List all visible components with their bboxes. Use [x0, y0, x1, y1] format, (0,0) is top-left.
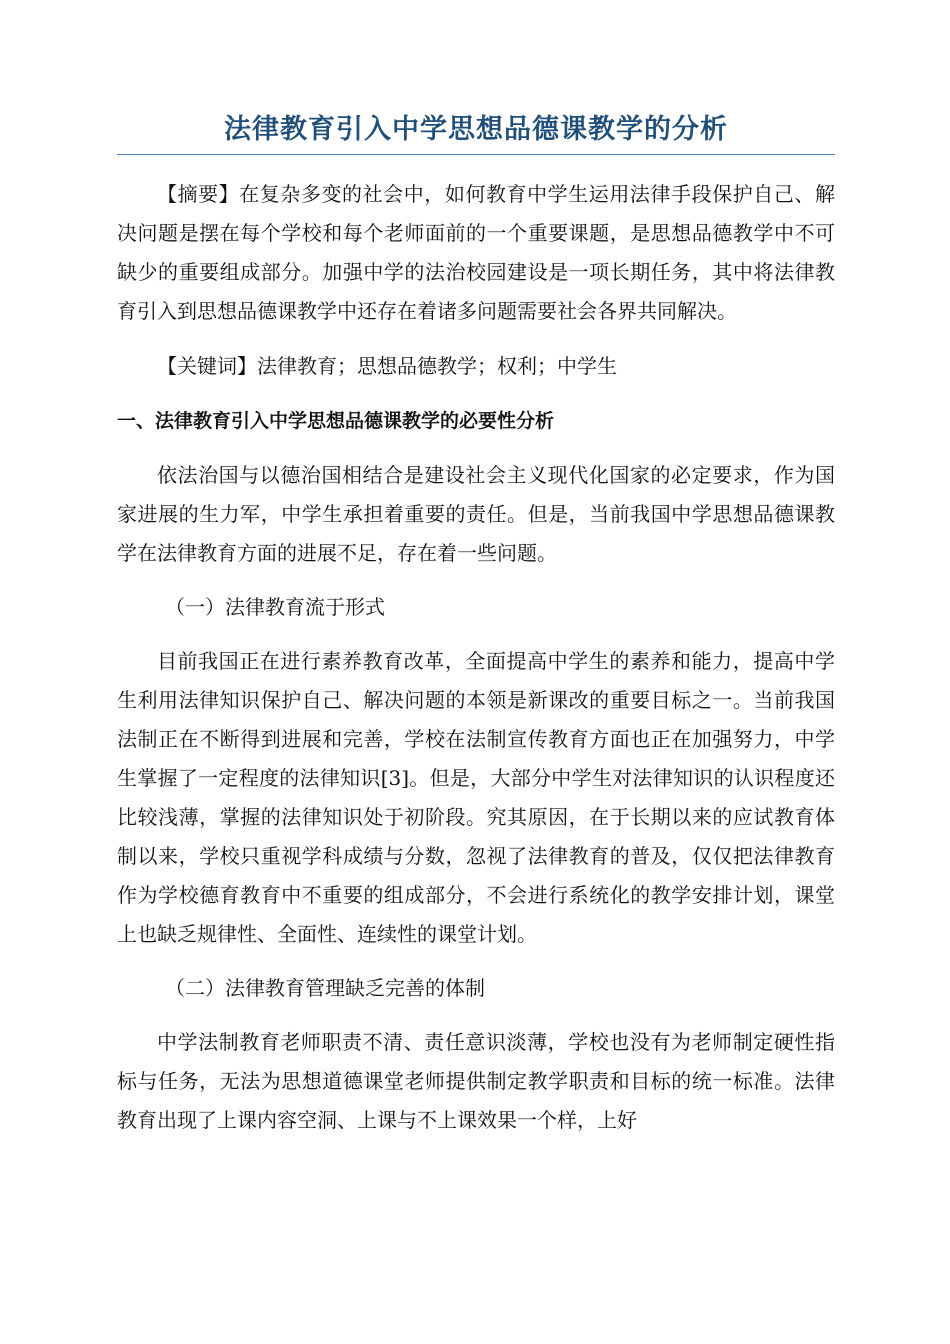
subsection-heading-1: （一）法律教育流于形式	[165, 595, 385, 619]
subsection-body-2: 中学法制教育老师职责不清、责任意识淡薄，学校也没有为老师制定硬性指标与任务，无法为思想道德课堂老师提供制定教学职责和目标的统一标准。法律教育出现了上课内容空洞、上课与不上课效果一个样，上好	[117, 1030, 835, 1132]
document-title: 法律教育引入中学思想品德课教学的分析	[224, 114, 728, 145]
title-underline	[117, 154, 835, 155]
subsection-heading-2: （二）法律教育管理缺乏完善的体制	[165, 976, 485, 1000]
keywords-paragraph: 【关键词】法律教育；思想品德教学；权利；中学生	[157, 354, 617, 378]
section-intro-paragraph: 依法治国与以德治国相结合是建设社会主义现代化国家的必定要求，作为国家进展的生力军，中学生承担着重要的责任。但是，当前我国中学思想品德课教学在法律教育方面的进展不足，存在着一些问题。	[117, 463, 835, 565]
subsection-body-1: 目前我国正在进行素养教育改革，全面提高中学生的素养和能力，提高中学生利用法律知识保护自己、解决问题的本领是新课改的重要目标之一。当前我国法制正在不断得到进展和完善，学校在法制宣传教育方面也正在加强努力，中学生掌握了一定程度的法律知识[3]。但是，大部分中学生对法律知识的认识程度还比较浅薄，掌握的法律知识处于初阶段。究其原因，在于长期以来的应试教育体制以来，学校只重视学科成绩与分数，忽视了法律教育的普及，仅仅把法律教育作为学校德育教育中不重要的组成部分，不会进行系统化的教学安排计划，课堂上也缺乏规律性、全面性、连续性的课堂计划。	[117, 649, 835, 946]
abstract-paragraph: 【摘要】在复杂多变的社会中，如何教育中学生运用法律手段保护自己、解决问题是摆在每个学校和每个老师面前的一个重要课题，是思想品德教学中不可缺少的重要组成部分。加强中学的法治校园建设是一项长期任务，其中将法律教育引入到思想品德课教学中还存在着诸多问题需要社会各界共同解决。	[117, 182, 835, 323]
section-heading: 一、法律教育引入中学思想品德课教学的必要性分析	[117, 410, 555, 432]
document-page	[117, 108, 835, 1140]
